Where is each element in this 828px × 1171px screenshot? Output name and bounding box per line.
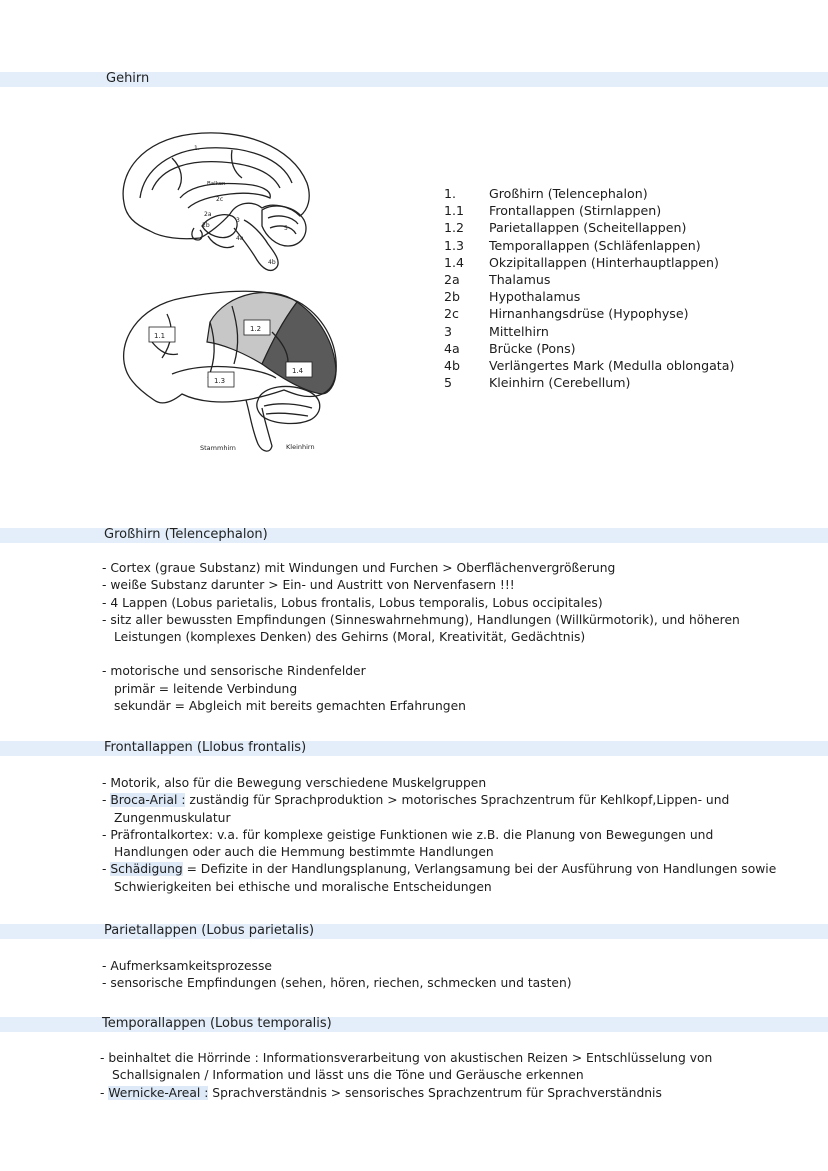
sag-label-2a: 2a <box>204 211 212 218</box>
section-title-temporal: Temporallappen (Lobus temporalis) <box>102 1016 332 1031</box>
sag-label-3: 3 <box>236 217 240 224</box>
frontal-text: - Motorik, also für die Bewegung verschiedene Muskelgruppen - Broca-Arial : zuständig für Sprachproduktion > motorisches Sprachzentrum für Kehlkopf,Lippen- und Zungenmuskulatur - Präfrontalkortex: v.a. für komplexe geistige Funktionen wie z.B. die Planung von Bewegungen und Handlungen oder auch die Hemmung bestimmte Handlungen - Schädigung = Defizite in der Handlungsplanung, Verlangsamung bei der Ausführung von Handlungen sowie Schwierigkeiten bei ethische und moralische Entscheidungen <box>102 776 777 894</box>
brainstem-lateral <box>246 400 272 451</box>
lat-label-1-1: 1.1 <box>154 332 166 340</box>
temporal-text: - beinhaltet die Hörrinde : Informationsverarbeitung von akustischen Reizen > Entschlüsselung von Schallsignalen / Information und lässt uns die Töne und Geräusche erkennen - Wernicke-Areal : Sprachverständnis > sensorisches Sprachzentrum für Sprachverständnis <box>100 1051 713 1100</box>
lat-label-1-4: 1.4 <box>292 367 304 375</box>
sag-label-balken: Balken <box>207 181 226 187</box>
section-title-grosshirn: Großhirn (Telencephalon) <box>104 527 268 542</box>
sag-label-2c: 2c <box>216 196 224 203</box>
sag-label-2b: 2b <box>202 222 210 229</box>
sag-label-5: 5 <box>284 225 288 232</box>
brain-sagittal-diagram <box>112 128 312 278</box>
section-title-gehirn: Gehirn <box>106 71 150 86</box>
parietal-text: - Aufmerksamkeitsprozesse - sensorische Empfindungen (sehen, hören, riechen, schmecken und tasten) <box>102 959 572 991</box>
legend-item: 1.4 Okzipitallappen (Hinterhauptlappen) <box>444 254 719 270</box>
sag-label-1: 1. <box>194 145 200 152</box>
legend-item: 1. Großhirn (Telencephalon) <box>444 186 648 201</box>
lat-label-stammhirn: Stammhirn <box>200 444 236 452</box>
legend-item: 2a Thalamus <box>444 272 551 288</box>
lat-label-1-3: 1.3 <box>214 377 226 385</box>
legend-item: 1.2 Parietallappen (Scheitellappen) <box>444 220 687 236</box>
lat-label-1-2: 1.2 <box>250 325 262 333</box>
legend-item: 2b Hypothalamus <box>444 289 581 305</box>
legend-item: 4b Verlängertes Mark (Medulla oblongata) <box>444 358 735 374</box>
highlight-schaedigung: Schädigung <box>110 862 183 877</box>
legend-item: 1.1 Frontallappen (Stirnlappen) <box>444 203 662 219</box>
section-title-frontal: Frontallappen (Llobus frontalis) <box>104 740 307 755</box>
highlight-wernicke: Wernicke-Areal : <box>108 1085 209 1100</box>
grosshirn-text: - Cortex (graue Substanz) mit Windungen und Furchen > Oberflächenvergrößerung - weiße Substanz darunter > Ein- und Austritt von Nervenfasern !!! - 4 Lappen (Lobus parietalis, Lobus frontalis, Lobus temporalis, Lobus occipitales) - sitz aller bewussten Empfindungen (Sinneswahrnehmung), Handlungen (Willkürmotorik), und höheren Leistungen (komplexes Denken) des Gehirns (Moral, Kreativität, Gedächtnis) - motorische und sensorische Rindenfelder primär = leitende Verbindung sekundär = Abgleich mit bereits gemachten Erfahrungen <box>102 561 740 714</box>
section-title-parietal: Parietallappen (Lobus parietalis) <box>104 923 315 938</box>
sag-label-4a: 4a <box>236 235 244 242</box>
highlight-broca: Broca-Arial : <box>110 793 186 808</box>
sag-label-4b: 4b <box>268 259 276 266</box>
legend-item: 3 Mittelhirn <box>444 323 549 339</box>
legend-item: 2c Hirnanhangsdrüse (Hypophyse) <box>444 306 689 322</box>
legend-item: 5 Kleinhirn (Cerebellum) <box>444 375 631 391</box>
brain-legend <box>444 185 734 391</box>
legend-item: 1.3 Temporallappen (Schläfenlappen) <box>444 237 701 253</box>
legend-item: 4a Brücke (Pons) <box>444 340 576 356</box>
lat-label-kleinhirn: Kleinhirn <box>286 443 315 451</box>
brain-lateral-diagram <box>112 282 344 462</box>
